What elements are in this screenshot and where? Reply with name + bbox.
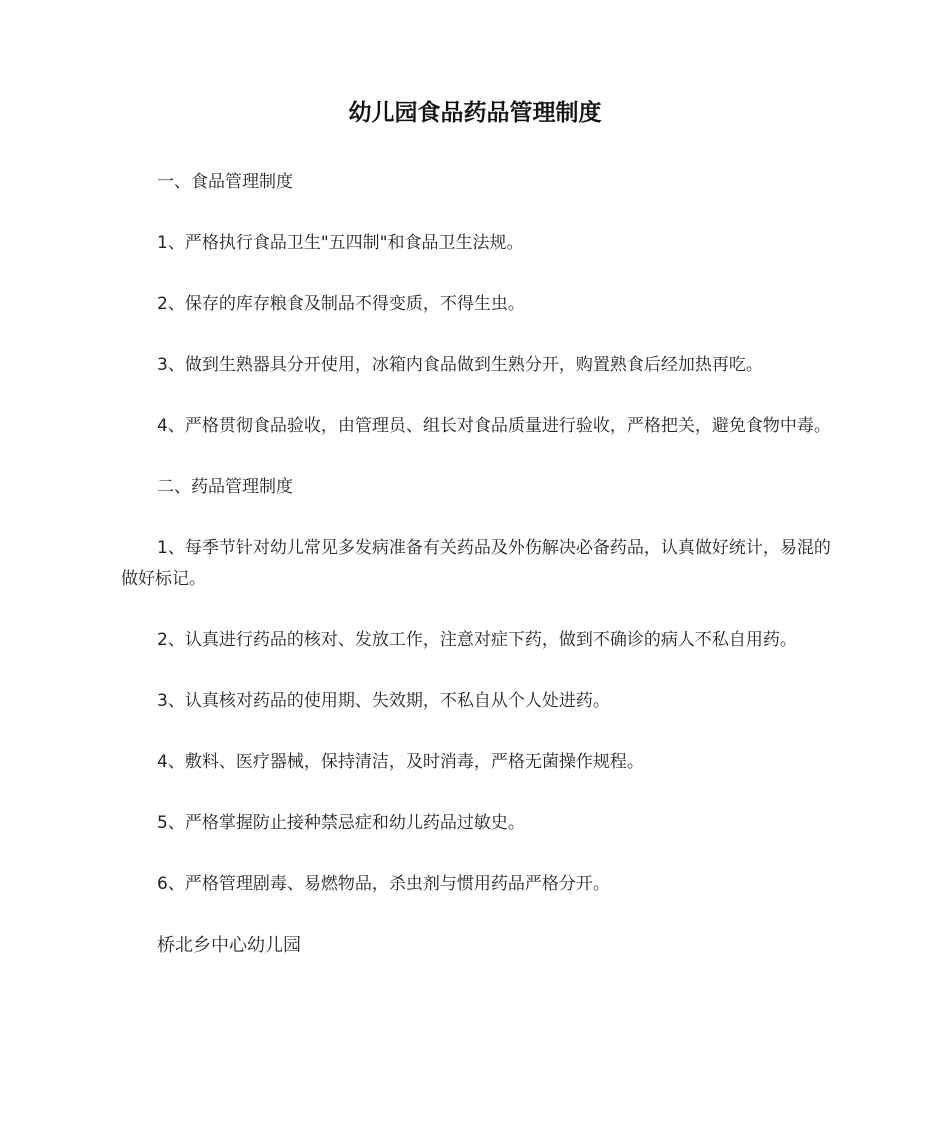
medicine-rule-3: 3、认真核对药品的使用期、失效期，不私自从个人处进药。 (157, 691, 610, 711)
medicine-rule-6: 6、严格管理剧毒、易燃物品，杀虫剂与惯用药品严格分开。 (157, 874, 610, 894)
food-rule-2: 2、保存的库存粮食及制品不得变质，不得生虫。 (157, 294, 525, 314)
document-body (121, 167, 833, 991)
section-heading-medicine: 二、药品管理制度 (157, 477, 293, 497)
document-signature: 桥北乡中心幼儿园 (157, 935, 301, 956)
medicine-rule-2: 2、认真进行药品的核对、发放工作，注意对症下药，做到不确诊的病人不私自用药。 (157, 630, 797, 650)
section-heading-food: 一、食品管理制度 (157, 172, 293, 192)
food-rule-4: 4、严格贯彻食品验收，由管理员、组长对食品质量进行验收，严格把关，避免食物中毒。 (157, 416, 831, 436)
medicine-rule-4: 4、敷料、医疗器械，保持清洁，及时消毒，严格无菌操作规程。 (157, 752, 644, 772)
food-rule-1: 1、严格执行食品卫生"五四制"和食品卫生法规。 (157, 233, 524, 253)
food-rule-3: 3、做到生熟器具分开使用，冰箱内食品做到生熟分开，购置熟食后经加热再吃。 (157, 355, 763, 375)
document-title: 幼儿园食品药品管理制度 (348, 100, 602, 126)
medicine-rule-5: 5、严格掌握防止接种禁忌症和幼儿药品过敏史。 (157, 813, 525, 833)
medicine-rule-1: 1、每季节针对幼儿常见多发病准备有关药品及外伤解决必备药品，认真做好统计，易混的做好标记。 (121, 538, 831, 589)
